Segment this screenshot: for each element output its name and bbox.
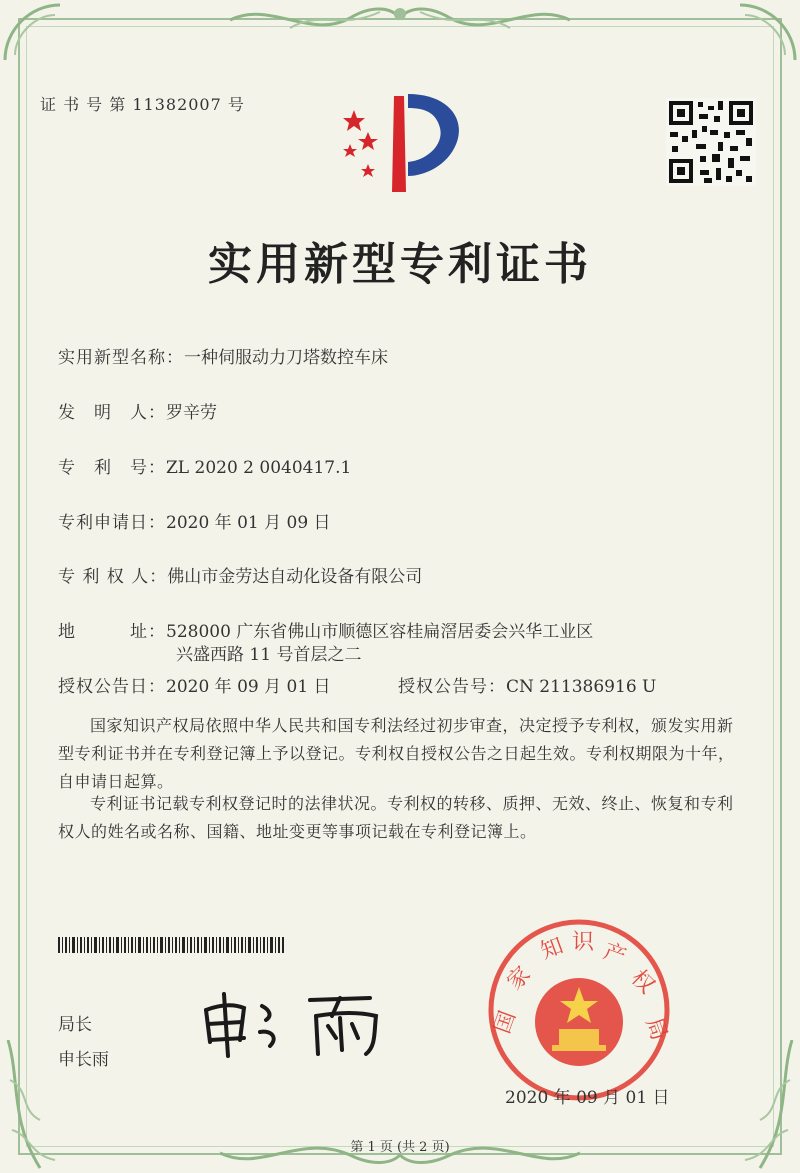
grant-date-label: 授权公告日：: [58, 677, 166, 697]
director-title: 局长: [58, 1015, 92, 1035]
inventor-label: 发 明 人：: [58, 403, 166, 423]
filing-date-label: 专利申请日：: [58, 513, 166, 533]
svg-text:产: 产: [600, 938, 630, 970]
patentee-label: 专 利 权 人：: [58, 567, 168, 587]
page-indicator: 第 1 页 (共 2 页): [350, 1140, 450, 1155]
utility-model-name-row: [58, 343, 388, 368]
svg-text:局: 局: [641, 1014, 672, 1044]
paragraph-grant-statement: 国家知识产权局依照中华人民共和国专利法经过初步审查，决定授予专利权，颁发实用新型专利证书并在专利登记簿上予以登记。专利权自授权公告之日起生效。专利权期限为十年，自申请日起算。: [58, 716, 735, 791]
patentee-row: [58, 562, 422, 587]
barcode: [58, 937, 286, 953]
patentee-value: 佛山市金劳达自动化设备有限公司: [167, 567, 423, 587]
svg-text:识: 识: [572, 929, 595, 954]
svg-text:国: 国: [489, 1007, 521, 1037]
patent-number-label: 专 利 号：: [58, 458, 166, 478]
address-label: 地 址：: [58, 622, 166, 642]
utility-model-name-label: 实用新型名称：: [58, 348, 184, 368]
address-line-2-row: [176, 640, 361, 665]
qr-code: [666, 98, 756, 186]
grant-date-row: [58, 672, 331, 697]
address-line-2: 兴盛西路 11 号首层之二: [176, 645, 362, 665]
patent-number-value: ZL 2020 2 0040417.1: [166, 458, 352, 478]
grant-number-row: [398, 672, 656, 697]
grant-number-label: 授权公告号：: [398, 677, 506, 697]
official-red-seal: [486, 917, 672, 1103]
top-ornament: [230, 0, 570, 40]
inventor-row: [58, 398, 217, 423]
filing-date-value: 2020 年 01 月 09 日: [166, 513, 331, 533]
patent-number-row: [58, 453, 351, 478]
svg-text:知: 知: [537, 932, 567, 964]
certificate-title: 实用新型专利证书: [208, 239, 592, 290]
svg-text:权: 权: [626, 964, 660, 999]
svg-text:家: 家: [501, 961, 536, 995]
paragraph-legal-status: 专利证书记载专利权登记时的法律状况。专利权的转移、质押、无效、终止、恢复和专利权人的姓名或名称、国籍、地址变更等事项记载在专利登记簿上。: [58, 794, 734, 841]
filing-date-row: [58, 508, 331, 533]
utility-model-name-value: 一种伺服动力刀塔数控车床: [184, 348, 388, 368]
handwritten-signature: [200, 990, 400, 1060]
address-line-1: 528000 广东省佛山市顺德区容桂扁滘居委会兴华工业区: [166, 622, 594, 642]
corner-ornament-top-right: [730, 0, 800, 70]
address-row: [58, 617, 593, 642]
corner-ornament-top-left: [0, 0, 70, 70]
inventor-value: 罗辛劳: [166, 403, 217, 423]
cnipa-logo: [332, 84, 472, 194]
certificate-number: 证 书 号 第 11382007 号: [40, 95, 245, 114]
seal-date: 2020 年 09 月 01 日: [505, 1088, 670, 1108]
grant-number-value: CN 211386916 U: [506, 677, 657, 697]
director-name: 申长雨: [58, 1050, 109, 1070]
grant-date-value: 2020 年 09 月 01 日: [166, 677, 331, 697]
